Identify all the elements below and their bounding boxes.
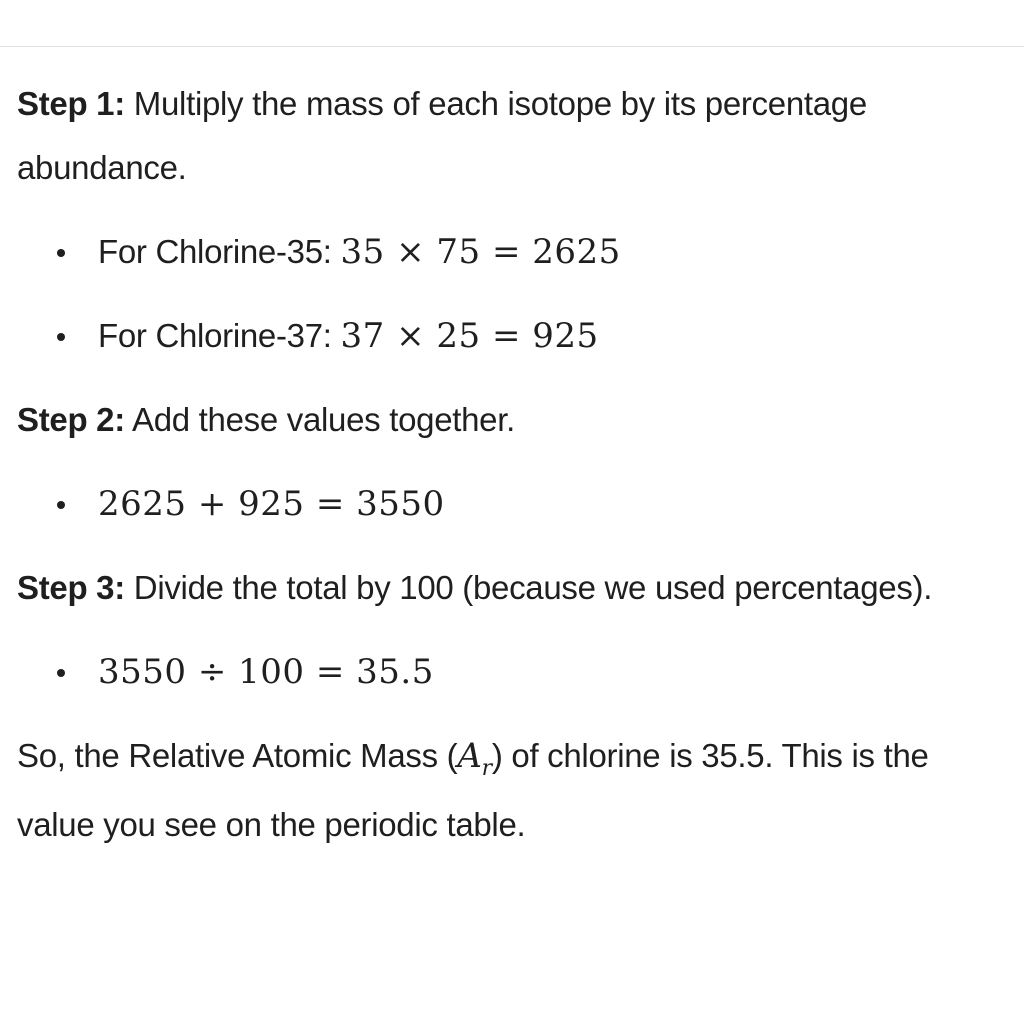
step-3-text: Divide the total by 100 (because we used percentages). xyxy=(133,569,933,606)
step-1-text: Multiply the mass of each isotope by its percentage abundance. xyxy=(17,85,867,186)
step-2-text: Add these values together. xyxy=(131,401,515,438)
step-3-list xyxy=(17,640,1012,724)
conclusion-after: ) of chlorine is 35.5. This is the value you see on the periodic table. xyxy=(17,737,929,843)
relative-atomic-mass-subscript: r xyxy=(481,756,492,781)
bullet-icon xyxy=(57,333,65,341)
list-item-sum xyxy=(17,472,1012,556)
bullet-icon xyxy=(57,249,65,257)
step-3-label: Step 3: xyxy=(17,569,125,606)
step-2-paragraph xyxy=(17,388,1012,452)
item-prefix: For Chlorine-35: xyxy=(98,233,332,270)
item-prefix: For Chlorine-37: xyxy=(98,317,332,354)
math-expression: 2625 + 925 = 3550 xyxy=(98,484,445,524)
list-item-chlorine-37 xyxy=(17,304,1012,388)
relative-atomic-mass-symbol: A xyxy=(457,736,482,776)
math-expression: 3550 ÷ 100 = 35.5 xyxy=(98,652,434,692)
list-item-chlorine-35 xyxy=(17,220,1012,304)
math-expression: 35 × 75 = 2625 xyxy=(340,232,621,272)
conclusion-paragraph xyxy=(17,724,1012,857)
bullet-icon xyxy=(57,669,65,677)
step-1-paragraph xyxy=(17,72,1012,200)
math-expression: 37 × 25 = 925 xyxy=(340,316,599,356)
list-item-division xyxy=(17,640,1012,724)
answer-content xyxy=(17,72,1012,857)
conclusion-before: So, the Relative Atomic Mass ( xyxy=(17,737,458,774)
top-divider xyxy=(0,46,1024,47)
step-1-label: Step 1: xyxy=(17,85,125,122)
step-3-paragraph xyxy=(17,556,1012,620)
bullet-icon xyxy=(57,501,65,509)
step-2-label: Step 2: xyxy=(17,401,125,438)
step-2-list xyxy=(17,472,1012,556)
step-1-list xyxy=(17,220,1012,388)
